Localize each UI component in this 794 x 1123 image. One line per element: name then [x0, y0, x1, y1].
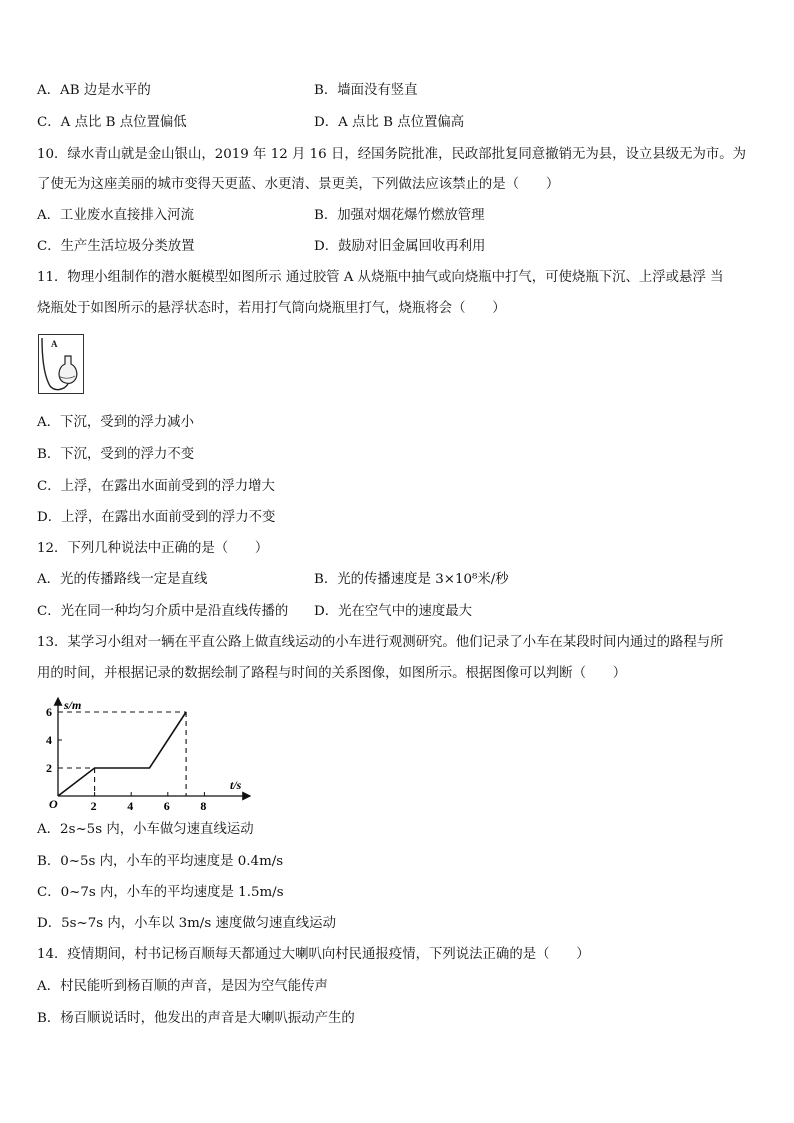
origin-label: O	[49, 797, 58, 811]
q12-stem: 12．下列几种说法中正确的是（ ）	[37, 541, 269, 556]
q9-option-c: C．A 点比 B 点位置偏低	[37, 115, 187, 130]
q10-option-d: D．鼓励对旧金属回收再利用	[314, 239, 486, 254]
q11-stem-line2: 烧瓶处于如图所示的悬浮状态时，若用打气筒向烧瓶里打气，烧瓶将会（ ）	[37, 301, 506, 316]
q14-stem: 14．疫情期间，村书记杨百顺每天都通过大喇叭向村民通报疫情，下列说法正确的是（ ）	[37, 947, 590, 962]
st-graph-svg	[30, 692, 260, 812]
q12-option-b: B．光的传播速度是 3×10⁸米/秒	[314, 572, 509, 587]
x-tick-label: 8	[200, 799, 207, 812]
q13-stem-line1: 13．某学习小组对一辆在平直公路上做直线运动的小车进行观测研究。他们记录了小车在某段时间内通过的路程与所	[37, 635, 724, 650]
q9-option-b: B．墙面没有竖直	[314, 83, 418, 98]
q11-option-d: D．上浮，在露出水面前受到的浮力不变	[37, 510, 276, 525]
q14-option-b: B．杨百顺说话时，他发出的声音是大喇叭振动产生的	[37, 1011, 355, 1026]
q11-stem-line1: 11．物理小组制作的潜水艇模型如图所示 通过胶管 A 从烧瓶中抽气或向烧瓶中打气，可使烧瓶下沉、上浮或悬浮 当	[37, 270, 724, 285]
q14-option-a: A．村民能听到杨百顺的声音，是因为空气能传声	[37, 979, 328, 994]
y-tick-label: 6	[46, 705, 52, 719]
y-tick-label: 2	[46, 761, 52, 775]
q10-stem-line1: 10．绿水青山就是金山银山，2019 年 12 月 16 日，经国务院批准，民政部批复同意撤销无为县，设立县级无为市。为	[37, 147, 747, 162]
y-axis-label: s/m	[64, 698, 82, 712]
flask-illustration	[38, 334, 84, 394]
distance-time-chart	[30, 692, 260, 812]
x-tick-label: 6	[163, 799, 170, 812]
q12-option-d: D．光在空气中的速度最大	[314, 604, 473, 619]
q9-option-a: A．AB 边是水平的	[37, 83, 151, 98]
q13-option-a: A．2s~5s 内，小车做匀速直线运动	[37, 822, 254, 837]
q13-option-d: D．5s~7s 内，小车以 3m/s 速度做匀速直线运动	[37, 916, 336, 931]
y-tick-label: 4	[46, 733, 52, 747]
q9-option-d: D．A 点比 B 点位置偏高	[314, 115, 465, 130]
q10-option-b: B．加强对烟花爆竹燃放管理	[314, 208, 485, 223]
q13-stem-line2: 用的时间，并根据记录的数据绘制了路程与时间的关系图像，如图所示。根据图像可以判断（ ）	[37, 666, 627, 681]
hose-label: A	[51, 339, 58, 349]
q10-option-c: C．生产生活垃圾分类放置	[37, 239, 195, 254]
flask-body	[59, 356, 77, 383]
x-axis-label: t/s	[230, 778, 242, 792]
distance-series-line	[58, 712, 186, 796]
q10-option-a: A．工业废水直接排入河流	[37, 208, 194, 223]
x-tick-label: 4	[127, 799, 134, 812]
q11-option-a: A．下沉，受到的浮力减小	[37, 415, 194, 430]
q11-option-c: C．上浮，在露出水面前受到的浮力增大	[37, 479, 275, 494]
submarine-flask-figure	[38, 334, 84, 394]
x-tick-label: 2	[90, 799, 97, 812]
q12-option-a: A．光的传播路线一定是直线	[37, 572, 208, 587]
q12-option-c: C．光在同一种均匀介质中是沿直线传播的	[37, 604, 289, 619]
q10-stem-line2: 了使无为这座美丽的城市变得天更蓝、水更清、景更美，下列做法应该禁止的是（ ）	[37, 177, 560, 192]
q11-option-b: B．下沉，受到的浮力不变	[37, 447, 195, 462]
figure-frame	[39, 335, 84, 394]
q13-option-c: C．0~7s 内，小车的平均速度是 1.5m/s	[37, 885, 284, 900]
q13-option-b: B．0~5s 内，小车的平均速度是 0.4m/s	[37, 854, 284, 869]
